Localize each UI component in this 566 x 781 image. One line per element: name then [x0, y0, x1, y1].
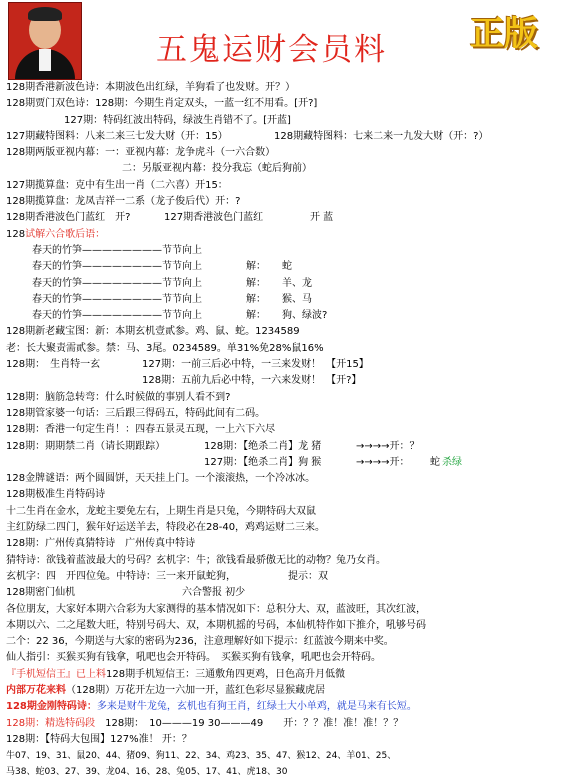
riddle-line: 春天的竹笋————————节节向上 解： 狗、绿波?	[6, 308, 562, 324]
text-line-part: 127期香港波色门蓝红	[164, 212, 264, 224]
number-list: 马38、蛇03、27、39、龙04、16、28、兔05、17、41、虎18、30	[6, 767, 288, 778]
text-line-part: 127期藏特图料：八来二来三七发大财（开：15）	[6, 130, 228, 142]
page-title: 五鬼运财会员料	[156, 32, 387, 68]
text-line	[6, 210, 562, 226]
text-line: 128金牌谜语：两个圆圆饼，天天挂上门。一个滚滚热，一个冷冰冰。	[6, 473, 316, 485]
text-line: 玄机字：四 开四位兔。中特诗：三一来开鼠蛇狗， 提示：双	[6, 570, 328, 582]
text-line	[6, 129, 562, 145]
text-line: 128期： 生肖特一玄 127期：一前三后必中特，一三来发财！ 【开15】	[6, 359, 369, 371]
text-line: 128期揽算盘：龙凤吉祥一二系（龙子俊后代）开：?	[6, 196, 241, 208]
text-line: 主红防绿二四门，猴年好运送羊去，特段必在28-40，鸡鸡运财二三来。	[6, 522, 326, 534]
text-line: 128期金刚特码诗：多来是财牛龙兔，玄机也有狗王肖，红绿土大小单鸡，就是马来有长短。	[6, 701, 417, 713]
text-line: 128期：广州传真猜特诗 广州传真中特诗	[6, 538, 196, 550]
text-line: 二个：22 36，今期送与大家的密码为236，注意理解好如下提示：红蓝波今期来中奖。	[6, 636, 394, 648]
text-line-part: 开 蓝	[310, 212, 334, 224]
riddle-line: 春天的竹笋————————节节向上	[32, 244, 202, 256]
text-line-part: 128期香港波色门蓝红 开?	[6, 212, 131, 224]
riddle-line: 春天的竹笋————————节节向上 解： 蛇	[6, 259, 562, 275]
riddle-answer: 猴、马	[282, 293, 312, 305]
text-line: 128期香港新波色诗：本期波色出红绿，羊狗看了也发财。开？）	[6, 82, 296, 93]
text-line: 128期两版亚视内幕：一：亚视内幕：龙争虎斗（一六合数）	[6, 147, 276, 159]
text-line: 猜特诗：欲钱着蓝波最大的号码？玄机字：牛；欲钱看最骄傲无比的动物？兔乃女肖。	[6, 554, 386, 566]
text-line: 二：另版亚视内幕：投分我忘（蛇后狗前）	[122, 163, 312, 175]
genuine-badge: 正版	[470, 14, 538, 54]
number-list: 牛07、19、31、鼠20、44、猪09、狗11、22、34、鸡23、35、47、猴12、24、羊01、25、	[6, 751, 397, 762]
text-line: 127期：【绝杀二肖】狗 猴 →→→→开： 蛇 杀绿	[204, 456, 462, 468]
text-line: 十二生肖在金水，龙蛇主要免左右，上期生肖是只兔，今期特码大双鼠	[6, 505, 316, 517]
text-line: 128期：香港一句定生肖！：四春五景灵五现，一上六下六尽	[6, 424, 276, 436]
text-line: 127期：特码红波出特码，绿波生肖错不了。[开蓝]	[64, 114, 291, 126]
riddle-line: 春天的竹笋————————节节向上 解： 羊、龙	[6, 276, 562, 292]
riddle-answer: 蛇	[282, 261, 292, 273]
text-line: 128期：五前九后必中特，一六来发财！ 【开?】	[142, 375, 362, 387]
text-line: 本期以六、二之尾数大旺，特别号码大、双，本期机摇的号码，本仙机特作如下推介，吼够号码	[6, 619, 426, 631]
text-line: 128期贾门双色诗：128期：今期生肖定双头，一蓝一红不用看。[开?]	[6, 98, 318, 110]
text-line: 128期极准生肖特码诗	[6, 489, 106, 501]
content-body	[6, 80, 562, 781]
text-line-part: 128期藏特图料：七来二来一九发大财（开：?）	[274, 130, 489, 142]
text-line: 128期新老藏宝图：新：本期玄机壹貳参。鸡、鼠、蛇。1234589	[6, 326, 300, 338]
text-line: 128期管家婆一句话：三后跟三得码五，特码此间有二码。	[6, 407, 266, 419]
text-line: 128期：【特码大包围】127%准！ 开：？	[6, 733, 192, 745]
riddle-line: 春天的竹笋————————节节向上 解： 猴、马	[6, 292, 562, 308]
page-header	[0, 0, 566, 80]
text-line: 128期密门仙机 六合警报 初少	[6, 587, 246, 599]
text-line: 老：长大聚责需貳参。禁：马、3尾。0234589。单31%免28%鼠16%	[6, 342, 324, 354]
section-heading: 128试解六合歌后语：	[6, 228, 106, 240]
text-line: 128期：脑筋急转弯：什么时候做的事别人看不到?	[6, 391, 231, 403]
riddle-answer: 狗、绿波?	[282, 310, 328, 322]
text-line: 各位朋友，大家好本期六合彩为大家测得的基本情况如下：总积分大、双，蓝波旺，其次红波，	[6, 603, 426, 615]
text-line: 128期：精选特码段 128期： 10———19 30———49 开：？？准！准！准！？？	[6, 717, 404, 729]
text-line: 128期：期期禁二肖（请长期跟踪） 128期：【绝杀二肖】龙 猪 →→→→开：？	[6, 440, 420, 452]
member-photo	[8, 2, 82, 80]
text-line: 内部万花来料（128期）万花开左边一六加一开，蓝红色彩尽显猴藏虎居	[6, 684, 326, 696]
text-line: 仙人指引：买猴买狗有钱拿，吼吧也会开特码。 买猴买狗有钱拿，吼吧也会开特码。	[6, 652, 381, 664]
riddle-answer: 羊、龙	[282, 277, 312, 289]
text-line: 127期揽算盘：克中有生出一肖（二六喜）开15：	[6, 179, 228, 191]
text-line: 『手机短信王』已上料128期手机短信王：三通敷角四更鸡，日色高升月低微	[6, 668, 346, 680]
